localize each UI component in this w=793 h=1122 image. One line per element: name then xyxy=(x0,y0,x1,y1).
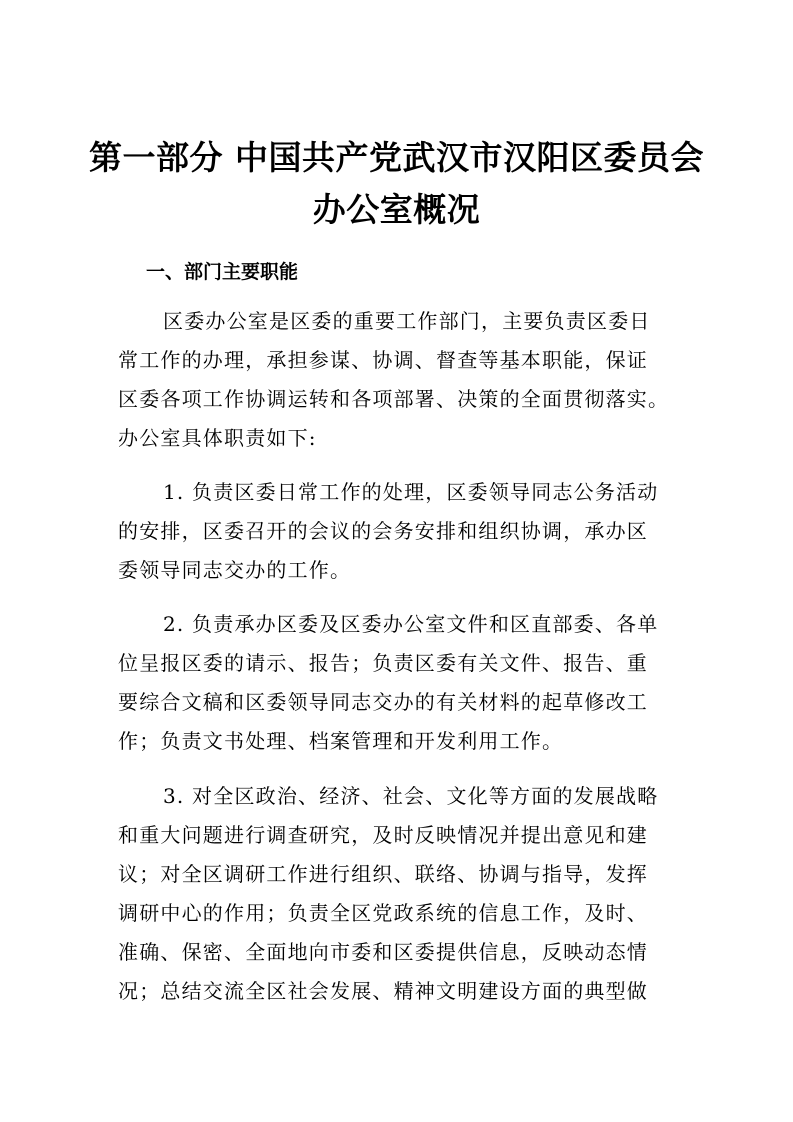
document-title-line-2: 办公室概况 xyxy=(312,190,481,229)
duty-item-3-line: 和重大问题进行调查研究，及时反映情况并提出意见和建 xyxy=(118,823,648,847)
intro-line: 区委各项工作协调运转和各项部署、决策的全面贯彻落实。 xyxy=(118,387,670,411)
duty-item-2-line: 2. 负责承办区委及区委办公室文件和区直部委、各单 xyxy=(163,612,659,636)
duty-item-1-line: 1. 负责区委日常工作的处理，区委领导同志公务活动 xyxy=(163,480,659,504)
duty-item-1-line: 的安排，区委召开的会议的会务安排和组织协调，承办区 xyxy=(118,519,648,543)
duty-item-2-line: 位呈报区委的请示、报告；负责区委有关文件、报告、重 xyxy=(118,651,648,675)
duty-item-3-line: 调研中心的作用；负责全区党政系统的信息工作，及时、 xyxy=(118,901,648,925)
duty-item-3-line: 准确、保密、全面地向市委和区委提供信息，反映动态情 xyxy=(118,940,648,964)
document-title-line-1: 第一部分 中国共产党武汉市汉阳区委员会 xyxy=(89,138,704,177)
intro-line: 常工作的办理，承担参谋、协调、督查等基本职能，保证 xyxy=(118,348,648,372)
duty-item-3-line: 况；总结交流全区社会发展、精神文明建设方面的典型做 xyxy=(118,979,648,1003)
section-heading: 一、部门主要职能 xyxy=(146,261,299,283)
intro-line: 办公室具体职责如下: xyxy=(118,426,317,450)
duty-item-2-line: 要综合文稿和区委领导同志交办的有关材料的起草修改工 xyxy=(118,690,648,714)
duty-item-3-line: 3. 对全区政治、经济、社会、文化等方面的发展战略 xyxy=(163,784,659,808)
duty-item-3-line: 议；对全区调研工作进行组织、联络、协调与指导，发挥 xyxy=(118,862,648,886)
duty-item-2-line: 作；负责文书处理、档案管理和开发利用工作。 xyxy=(118,729,564,753)
intro-line: 区委办公室是区委的重要工作部门，主要负责区委日 xyxy=(163,309,651,333)
duty-item-1-line: 委领导同志交办的工作。 xyxy=(118,558,352,582)
